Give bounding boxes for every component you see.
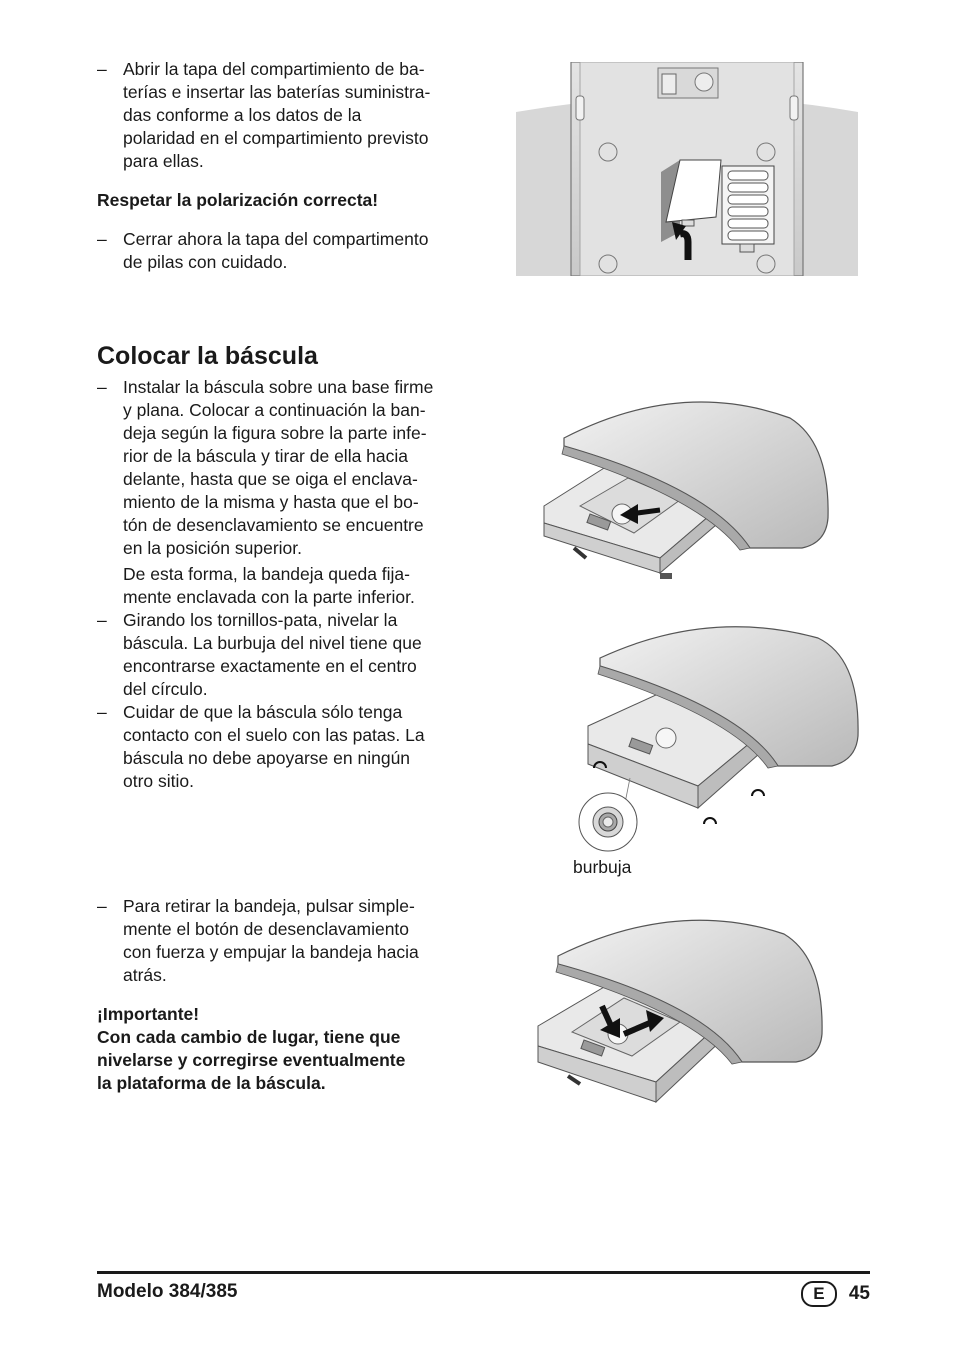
- text-line: encontrarse exactamente en el centro: [123, 656, 417, 676]
- text-line: atrás.: [123, 965, 167, 985]
- dash-marker: –: [97, 229, 107, 249]
- text-line: Girando los tornillos-pata, nivelar la: [123, 610, 398, 630]
- text-line: de pilas con cuidado.: [123, 252, 288, 272]
- bullet-text: [123, 376, 468, 560]
- list-item: [97, 895, 468, 987]
- list-item: [97, 58, 468, 173]
- leveling-figure: [578, 618, 862, 858]
- list-item: [97, 228, 468, 274]
- text-line: polaridad en el compartimiento previsto: [123, 128, 429, 148]
- placement-instructions: [97, 376, 468, 793]
- removal-instructions: [97, 895, 468, 1095]
- list-item: [97, 376, 468, 560]
- footer-divider: [97, 1271, 870, 1274]
- text-line: Cuidar de que la báscula sólo tenga: [123, 702, 403, 722]
- list-item: [97, 609, 468, 701]
- text-line: la plataforma de la báscula.: [97, 1073, 326, 1093]
- dash-marker: –: [97, 702, 107, 722]
- text-line: contacto con el suelo con las patas. La: [123, 725, 425, 745]
- important-text: [97, 1026, 468, 1095]
- text-line: Abrir la tapa del compartimiento de ba-: [123, 59, 425, 79]
- text-line: mente enclavada con la parte inferior.: [123, 587, 415, 607]
- text-line: deja según la figura sobre la parte infe-: [123, 423, 427, 443]
- continuation-text: [97, 563, 468, 609]
- text-line: báscula. La burbuja del nivel tiene que: [123, 633, 422, 653]
- bubble-caption: burbuja: [573, 857, 632, 877]
- text-line: tón de desenclavamiento se encuentre: [123, 515, 424, 535]
- dash-marker: –: [97, 896, 107, 916]
- text-line: nivelarse y corregirse eventualmente: [97, 1050, 406, 1070]
- polarity-warning: Respetar la polarización correcta!: [97, 190, 379, 210]
- dash-marker: –: [97, 59, 107, 79]
- tray-placement-figure: [540, 388, 832, 584]
- bullet-text: [123, 228, 468, 274]
- page-number: 45: [848, 1283, 870, 1304]
- text-line: Cerrar ahora la tapa del compartimento: [123, 229, 429, 249]
- text-line: Con cada cambio de lugar, tiene que: [97, 1027, 401, 1047]
- bullet-text: [123, 895, 468, 987]
- model-label: Modelo 384/385: [97, 1281, 238, 1302]
- text-line: terías e insertar las baterías suministra-: [123, 82, 431, 102]
- dash-marker: –: [97, 610, 107, 630]
- text-line: mente el botón de desenclavamiento: [123, 919, 410, 939]
- section-heading: Colocar la báscula: [97, 342, 318, 370]
- important-title: ¡Importante!: [97, 1004, 200, 1024]
- list-item: [97, 701, 468, 793]
- text-line: báscula no debe apoyarse en ningún: [123, 748, 411, 768]
- text-line: delante, hasta que se oiga el enclava-: [123, 469, 418, 489]
- dash-marker: –: [97, 377, 107, 397]
- text-line: das conforme a los datos de la: [123, 105, 362, 125]
- text-line: De esta forma, la bandeja queda fija-: [123, 564, 410, 584]
- text-line: rior de la báscula y tirar de ella hacia: [123, 446, 409, 466]
- text-line: otro sitio.: [123, 771, 194, 791]
- battery-instructions: [97, 58, 468, 274]
- bullet-text: [123, 58, 468, 173]
- bullet-text: [123, 701, 468, 793]
- text-line: Para retirar la bandeja, pulsar simple-: [123, 896, 415, 916]
- text-line: miento de la misma y hasta que el bo-: [123, 492, 419, 512]
- page-footer-right: [801, 1281, 870, 1307]
- text-line: y plana. Colocar a continuación la ban-: [123, 400, 426, 420]
- tray-removal-figure: [536, 906, 826, 1110]
- text-line: Instalar la báscula sobre una base firme: [123, 377, 434, 397]
- text-line: en la posición superior.: [123, 538, 302, 558]
- language-badge: E: [801, 1281, 837, 1307]
- text-line: para ellas.: [123, 151, 204, 171]
- text-line: con fuerza y empujar la bandeja hacia: [123, 942, 419, 962]
- text-line: del círculo.: [123, 679, 208, 699]
- battery-compartment-figure: [516, 62, 858, 276]
- bullet-text: [123, 609, 468, 701]
